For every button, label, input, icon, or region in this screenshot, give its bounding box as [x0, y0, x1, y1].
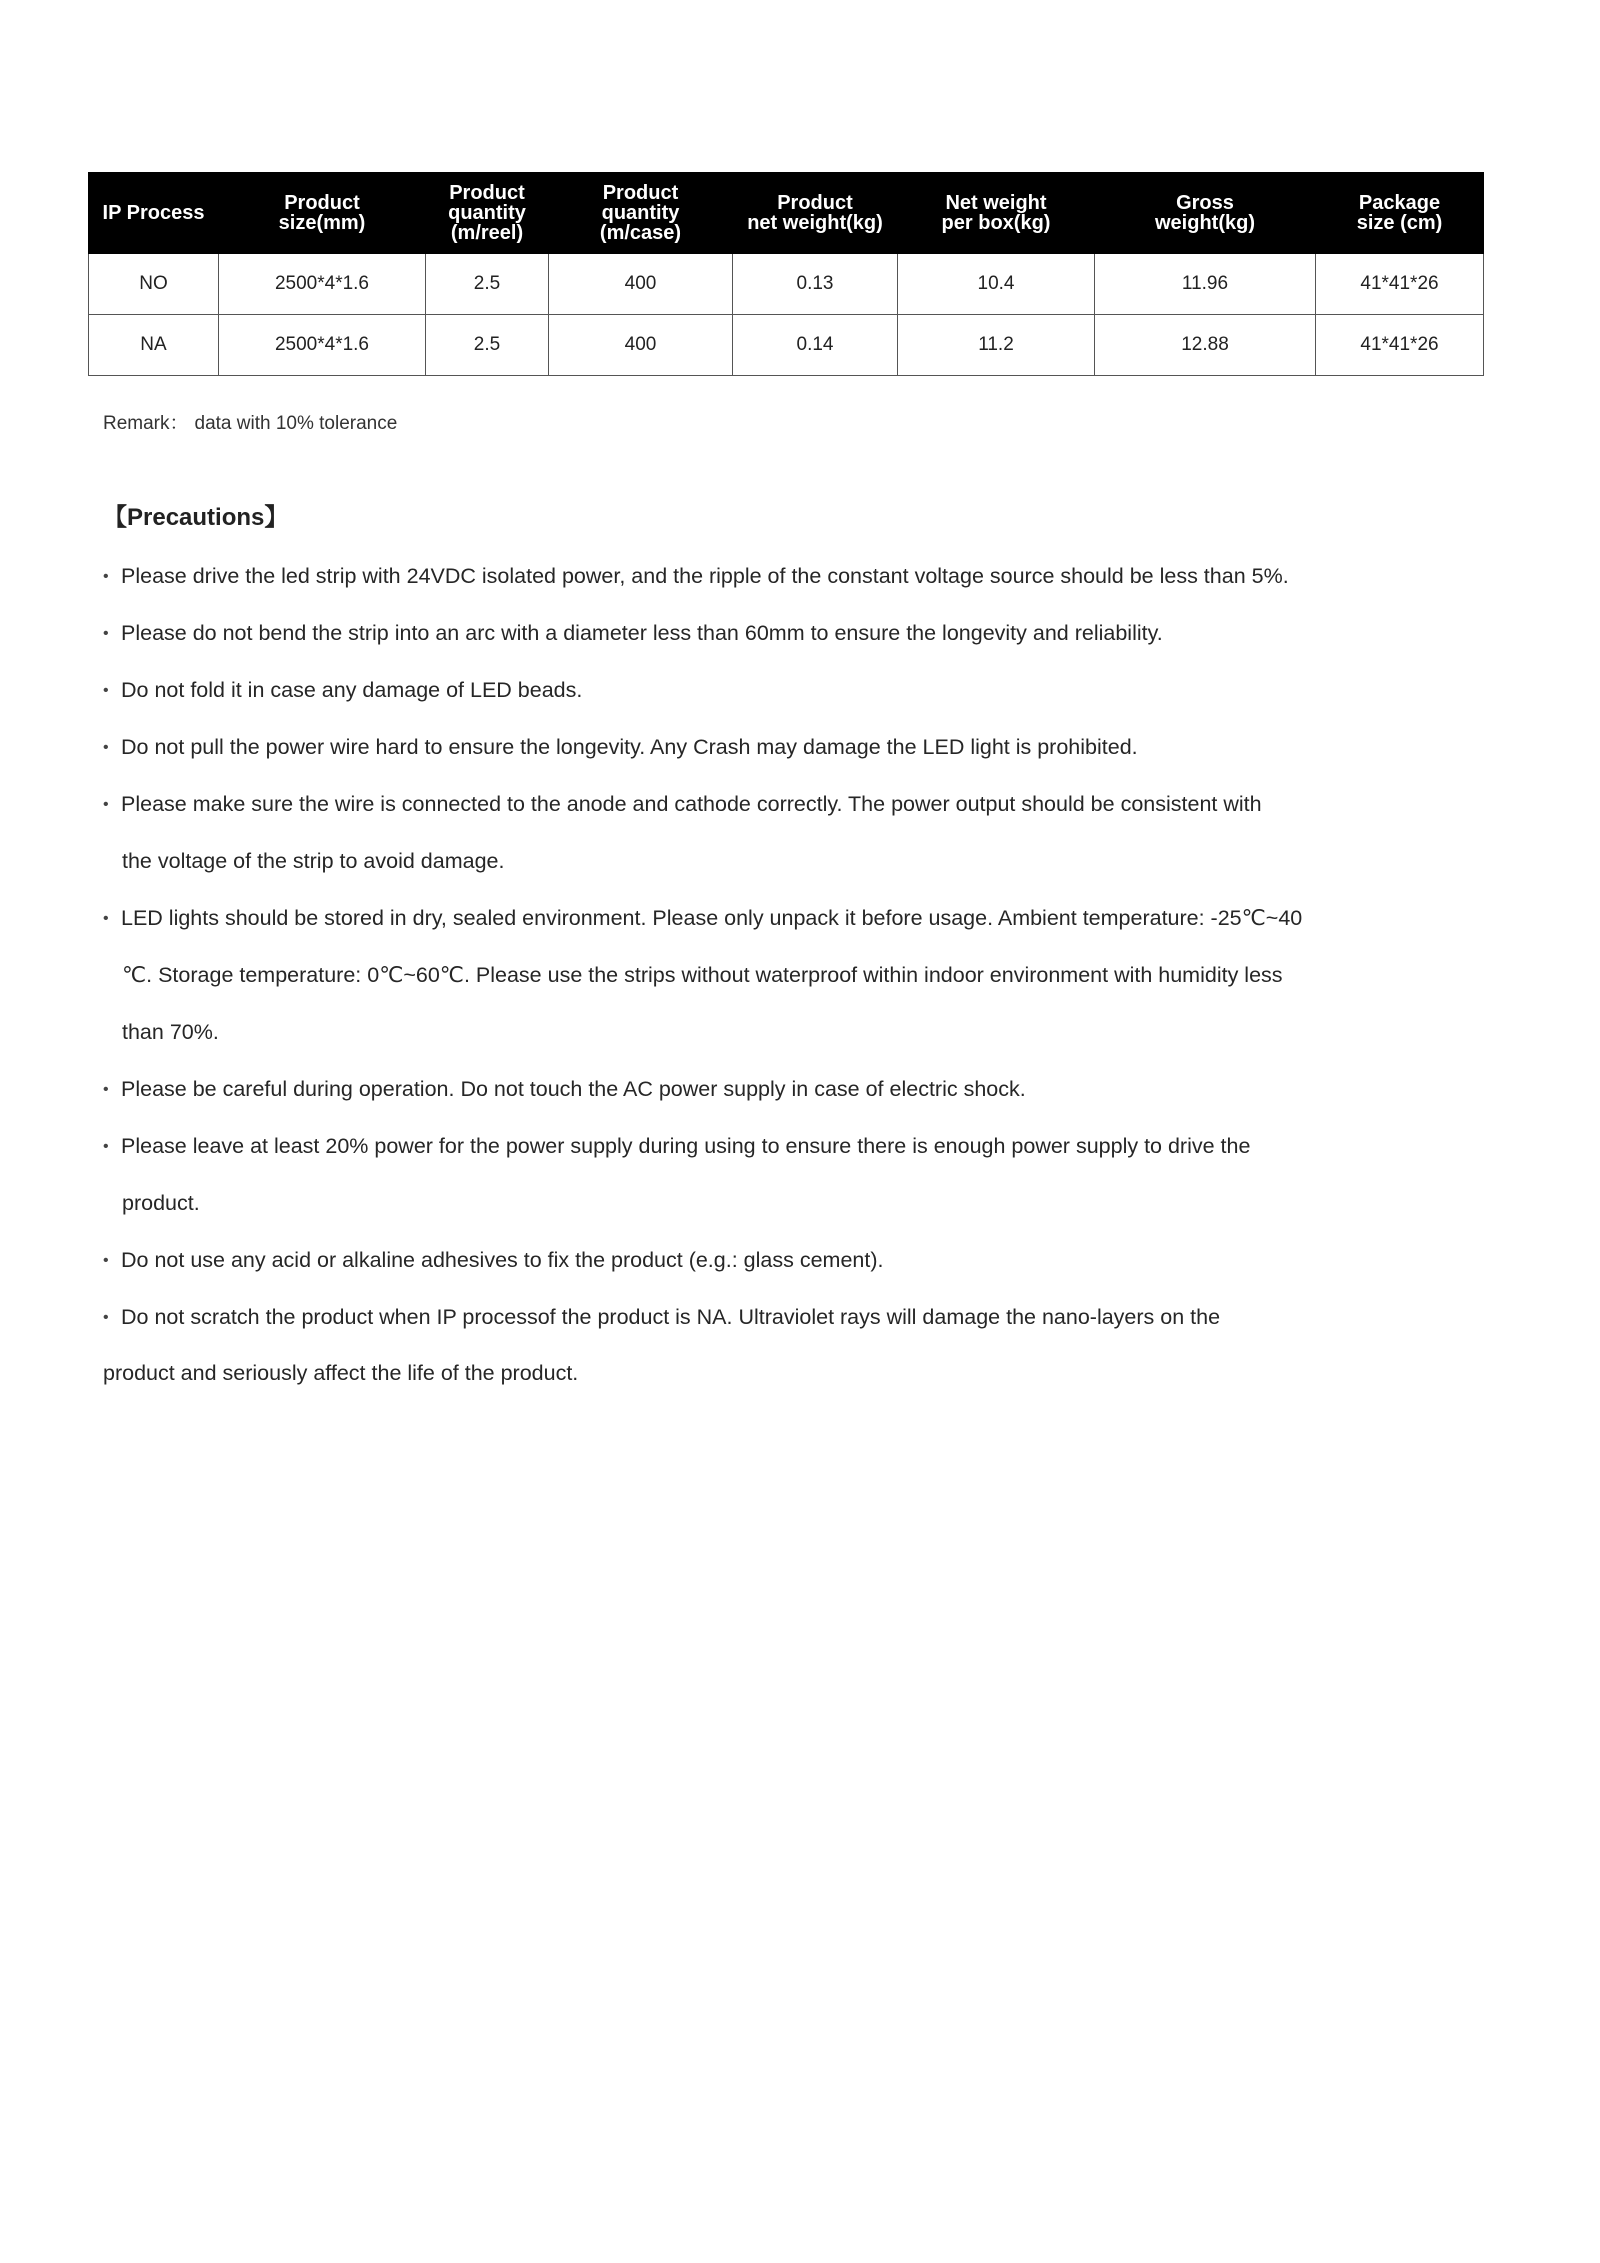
precaution-text-cont: product. — [122, 1191, 200, 1215]
precaution-text: Please leave at least 20% power for the power supply during using to ensure there is enough power supply to drive the — [121, 1134, 1251, 1158]
table-header-row — [89, 173, 1484, 254]
table-cell: 10.4 — [898, 254, 1095, 315]
table-cell: 2.5 — [426, 254, 549, 315]
table-cell: 400 — [549, 315, 733, 376]
precaution-text: Please drive the led strip with 24VDC isolated power, and the ripple of the constant voltage source should be less than 5%. — [121, 564, 1289, 588]
table-cell: 2.5 — [426, 315, 549, 376]
bullet-icon: • — [103, 682, 109, 699]
table-cell: NA — [89, 315, 219, 376]
precautions-title: 【Precautions】 — [103, 504, 289, 531]
bullet-icon: • — [103, 1138, 109, 1155]
list-item — [103, 1289, 1403, 1400]
table-cell: 400 — [549, 254, 733, 315]
precautions-list — [103, 548, 1403, 1400]
table-cell: 12.88 — [1095, 315, 1316, 376]
remark-text: data with 10% tolerance — [194, 413, 398, 434]
precaution-text: Please be careful during operation. Do not touch the AC power supply in case of electric shock. — [121, 1077, 1026, 1101]
header-package-size: Package size (cm) — [1316, 173, 1484, 254]
bullet-icon: • — [103, 568, 109, 585]
header-gross-weight: Gross weight(kg) — [1095, 173, 1316, 254]
spec-table — [88, 172, 1484, 376]
header-quantity-case: Product quantity (m/case) — [549, 173, 733, 254]
table-cell: 2500*4*1.6 — [219, 315, 426, 376]
table-cell: 0.14 — [733, 315, 898, 376]
precaution-text-cont: product and seriously affect the life of the product. — [103, 1361, 579, 1385]
precaution-text-cont: than 70%. — [122, 1020, 219, 1044]
list-item — [103, 719, 1403, 776]
remark-note — [103, 408, 397, 435]
precaution-text: Do not fold it in case any damage of LED beads. — [121, 678, 583, 702]
bullet-icon: • — [103, 739, 109, 756]
list-item — [103, 662, 1403, 719]
header-ip-process: IP Process — [89, 173, 219, 254]
table-cell: 11.2 — [898, 315, 1095, 376]
precaution-text: LED lights should be stored in dry, sealed environment. Please only unpack it before usage. Ambient temperature: -25℃~40 — [121, 906, 1303, 930]
table-row — [89, 254, 1484, 315]
bullet-icon: • — [103, 910, 109, 927]
header-net-weight: Product net weight(kg) — [733, 173, 898, 254]
list-item — [103, 548, 1403, 605]
list-item — [103, 1118, 1403, 1232]
list-item — [103, 1061, 1403, 1118]
precaution-text: Please do not bend the strip into an arc with a diameter less than 60mm to ensure the longevity and reliability. — [121, 621, 1163, 645]
bullet-icon: • — [103, 1081, 109, 1098]
table-cell: 11.96 — [1095, 254, 1316, 315]
table-row — [89, 315, 1484, 376]
list-item — [103, 1232, 1403, 1289]
precaution-text: Please make sure the wire is connected to the anode and cathode correctly. The power output should be consistent with — [121, 792, 1262, 816]
bullet-icon: • — [103, 796, 109, 813]
header-product-size: Product size(mm) — [219, 173, 426, 254]
table-cell: 0.13 — [733, 254, 898, 315]
remark-label: Remark： — [103, 413, 189, 434]
list-item — [103, 776, 1403, 890]
precaution-text-cont: the voltage of the strip to avoid damage. — [122, 849, 505, 873]
table-cell: 41*41*26 — [1316, 254, 1484, 315]
list-item — [103, 890, 1403, 1061]
precaution-text: Do not use any acid or alkaline adhesives to fix the product (e.g.: glass cement). — [121, 1248, 884, 1272]
precaution-text-cont: ℃. Storage temperature: 0℃~60℃. Please use the strips without waterproof within indoor environment with humidity less — [122, 963, 1283, 987]
precaution-text: Do not scratch the product when IP processof the product is NA. Ultraviolet rays will damage the nano-layers on the — [121, 1305, 1221, 1329]
precaution-text: Do not pull the power wire hard to ensure the longevity. Any Crash may damage the LED light is prohibited. — [121, 735, 1138, 759]
header-net-weight-box: Net weight per box(kg) — [898, 173, 1095, 254]
header-quantity-reel: Product quantity (m/reel) — [426, 173, 549, 254]
bullet-icon: • — [103, 1309, 109, 1326]
table-cell: NO — [89, 254, 219, 315]
table-cell: 2500*4*1.6 — [219, 254, 426, 315]
list-item — [103, 605, 1403, 662]
bullet-icon: • — [103, 625, 109, 642]
bullet-icon: • — [103, 1252, 109, 1269]
table-cell: 41*41*26 — [1316, 315, 1484, 376]
